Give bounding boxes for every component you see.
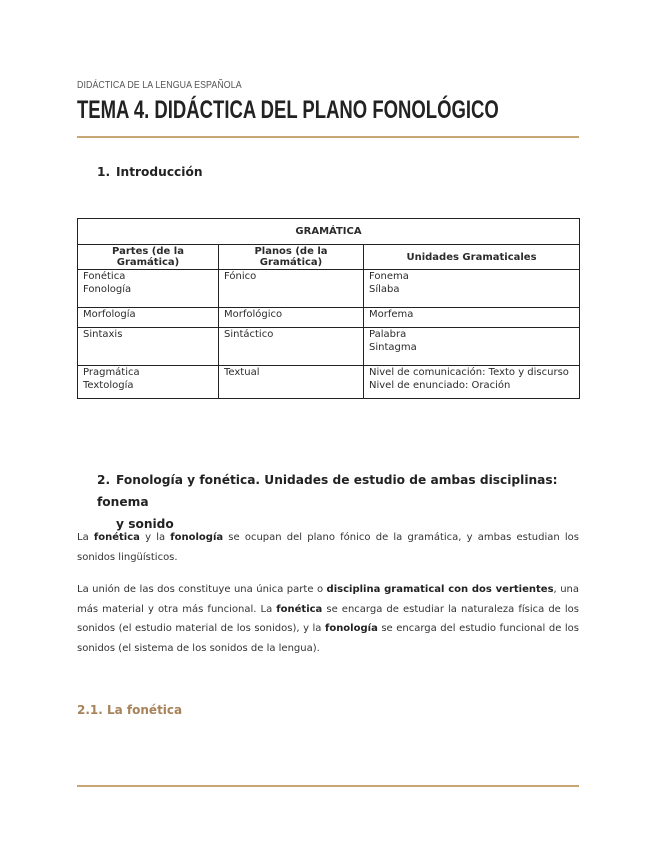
text-run: La unión de las dos constituye una única parte o [77, 584, 327, 595]
paragraph-union [77, 580, 579, 658]
cell-text: Sílaba [369, 284, 400, 295]
table-cell [78, 308, 219, 328]
cell-text: Fonema [369, 271, 409, 282]
table-cell [78, 366, 219, 399]
text-run: se encarga del estudio funcional de los sonidos (el sistema de los sonidos de la lengua). [77, 623, 579, 654]
course-kicker: DIDÁCTICA DE LA LENGUA ESPAÑOLA [77, 79, 242, 91]
table-row [78, 328, 580, 366]
table-cell [219, 366, 364, 399]
column-header-partes: Partes (de la Gramática) [78, 245, 219, 270]
cell-text: Fonética [83, 271, 126, 282]
bold-term: fonología [324, 623, 378, 634]
text-run: , una más material y otra más funcional. La [77, 584, 579, 615]
table-row [78, 270, 580, 308]
cell-text: Palabra [369, 329, 407, 340]
paragraph-intro [77, 528, 579, 567]
table-caption: GRAMÁTICA [78, 219, 580, 245]
column-header-unidades: Unidades Gramaticales [364, 245, 580, 270]
cell-text: Sintaxis [83, 329, 123, 340]
section-title-line1: Fonología y fonética. Unidades de estudio de ambas disciplinas: fonema [97, 473, 558, 509]
text-run: se ocupan del plano fónico de la gramática, y ambas estudian los sonidos lingüísticos. [77, 532, 579, 563]
cell-text: Morfología [83, 309, 136, 320]
page-title: TEMA 4. DIDÁCTICA DEL PLANO FONOLÓGICO [77, 96, 499, 124]
table-cell [78, 328, 219, 366]
cell-text: Textología [83, 380, 134, 391]
column-header-planos: Planos (de la Gramática) [219, 245, 364, 270]
table-cell [219, 308, 364, 328]
footer-divider [77, 785, 579, 787]
section-number: 1. [97, 165, 111, 179]
cell-text: Textual [224, 367, 260, 378]
section-heading-introduccion [97, 161, 203, 183]
bold-term: fonética [276, 603, 323, 615]
text-run: La [77, 532, 94, 543]
section-title: Introducción [116, 165, 203, 179]
table-cell [364, 328, 580, 366]
grammar-table [77, 218, 580, 399]
text-run: y la [139, 532, 171, 543]
table-cell [219, 270, 364, 308]
cell-text: Pragmática [83, 367, 140, 378]
cell-text: Fonología [83, 284, 132, 295]
cell-text: Morfológico [224, 309, 283, 320]
cell-text: Nivel de enunciado: Oración [369, 380, 511, 391]
cell-text: Sintáctico [224, 329, 274, 340]
section-title-line2: y sonido [116, 517, 174, 531]
table-row [78, 308, 580, 328]
cell-text: Sintagma [369, 342, 417, 353]
table-cell [364, 270, 580, 308]
table-cell [364, 366, 580, 399]
bold-term: fonología [170, 532, 224, 543]
text-run: se encarga de estudiar la naturaleza física de los sonidos (el estudio material de los sonidos), y la [77, 603, 580, 634]
bold-term: disciplina gramatical con dos vertientes [326, 584, 554, 595]
header-divider [77, 136, 579, 138]
cell-text: Fónico [224, 271, 257, 282]
cell-text: Nivel de comunicación: Texto y discurso [369, 367, 569, 378]
table-cell [364, 308, 580, 328]
table-cell [219, 328, 364, 366]
cell-text: Morfema [369, 309, 414, 320]
section-number: 2. [97, 473, 111, 487]
table-row [78, 366, 580, 399]
bold-term: fonética [93, 532, 140, 543]
table-cell [78, 270, 219, 308]
subsection-heading: 2.1. La fonética [77, 703, 183, 717]
section-heading-fonologia [97, 469, 577, 535]
